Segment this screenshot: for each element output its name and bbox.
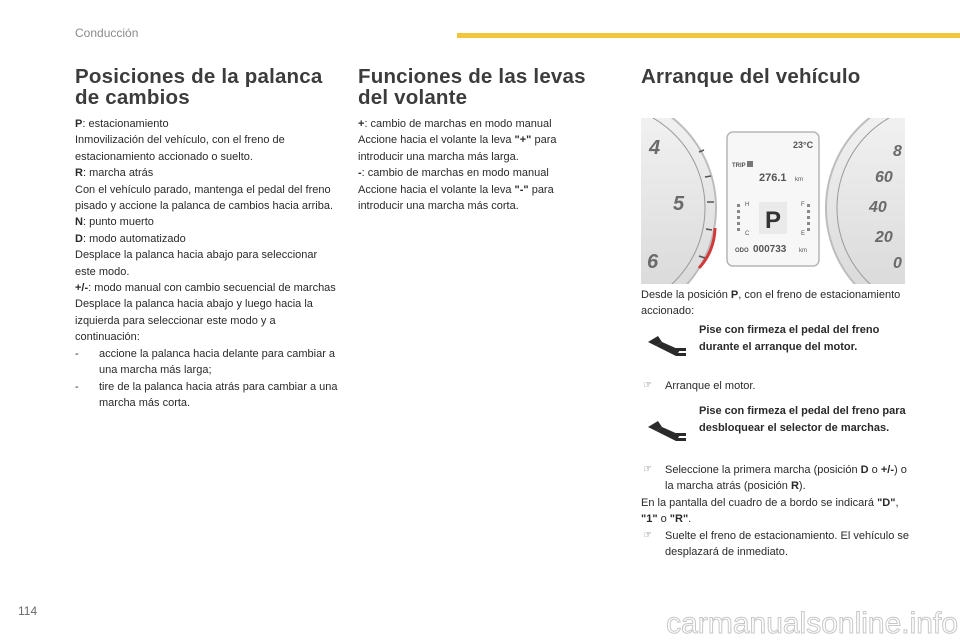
brake-pedal-icon [646, 334, 688, 360]
odo-value: 000733 [753, 244, 787, 255]
col1-item: Desplace la palanca hacia abajo para seleccionar este modo. [75, 249, 318, 278]
odo-unit: km [799, 248, 807, 254]
col1-body [75, 116, 340, 411]
col2-minus-desc: Accione hacia el volante la leva "-" para introducir una marcha más corta. [358, 183, 554, 213]
col1-item: Desplace la palanca hacia abajo y luego hacia la izquierda para seleccionar este modo y a continuación: [75, 298, 313, 344]
col1-item: P: estacionamiento [75, 118, 169, 130]
pedal-note-1 [641, 322, 911, 358]
col1-item: N: punto muerto [75, 216, 154, 229]
speed-tick-label: 8 [893, 143, 902, 160]
rpm-tick-label: 5 [673, 193, 685, 215]
section-title: Conducción [75, 26, 139, 40]
col3-title: Arranque del vehículo [641, 65, 861, 88]
speed-tick-label: 20 [875, 229, 893, 246]
fuel-e-label: E [801, 231, 806, 237]
speed-tick-label: 0 [893, 255, 902, 272]
col1-item: +/-: modo manual con cambio secuencial de marchas [75, 282, 336, 295]
instrument-cluster-illustration [641, 118, 905, 284]
trip-label: TRIP [732, 163, 746, 169]
col1-dash-item: - tire de la palanca hacia atrás para cambiar a una marcha más corta. [75, 380, 338, 409]
col2-title: Funciones de las levas del volante [358, 65, 586, 109]
col1-item: R: marcha atrás [75, 167, 154, 180]
col3-display-note: En la pantalla del cuadro de a bordo se indicará "D", "1" o "R". [641, 496, 899, 526]
col3-intro: Desde la posición P, con el freno de estacionamiento accionado: [641, 289, 901, 318]
col3-bullet-2: ☞ Seleccione la primera marcha (posición D o +/-) o la marcha atrás (posición R). [643, 464, 907, 493]
pedal-note-2 [641, 403, 911, 455]
speed-tick-label: 40 [869, 199, 887, 216]
col1-item: Inmovilización del vehículo, con el freno de estacionamiento accionado o suelto. [75, 134, 285, 163]
col2-body [358, 116, 593, 214]
trip-value: 276.1 [759, 172, 787, 184]
col1-item: D: modo automatizado [75, 232, 186, 245]
watermark-text: carmanualsonline.info [666, 607, 958, 640]
gear-indicator: P [765, 207, 782, 234]
col2-minus: -: cambio de marchas en modo manual [358, 167, 549, 180]
rpm-tick-label: 6 [647, 251, 659, 273]
col2-plus: +: cambio de marchas en modo manual [358, 118, 552, 130]
speed-tick-label: 60 [875, 169, 893, 186]
temp-h-label: H [745, 202, 750, 208]
col1-item: Con el vehículo parado, mantenga el pedal del freno pisado y accione la palanca de cambios hacia arriba. [75, 183, 334, 213]
fuel-f-label: F [801, 202, 805, 208]
col1-title: Posiciones de la palanca de cambios [75, 65, 323, 109]
col3-steps [641, 462, 916, 560]
rpm-tick-label: 4 [649, 137, 661, 159]
header-accent-bar [457, 33, 960, 38]
col3-bullet-3: ☞ Suelte el freno de estacionamiento. El vehículo se desplazará de inmediato. [643, 529, 909, 559]
watermark [560, 601, 960, 640]
temp-c-label: C [745, 231, 750, 237]
col2-plus-desc: Accione hacia el volante la leva "+" para introducir una marcha más larga. [358, 134, 557, 163]
odo-label: ODO [735, 248, 749, 254]
trip-unit: km [795, 177, 803, 183]
temperature-readout: 23°C [793, 140, 814, 150]
col1-dash-item: - accione la palanca hacia delante para cambiar a una marcha más larga; [75, 347, 336, 377]
pedal-note-2-text: Pise con firmeza el pedal del freno para desbloquear el selector de marchas. [699, 405, 906, 434]
pedal-note-1-text: Pise con firmeza el pedal del freno durante el arranque del motor. [699, 324, 880, 353]
col3-bullet-1: ☞ Arranque el motor. [643, 380, 756, 392]
page-number: 114 [18, 604, 38, 618]
brake-pedal-icon [646, 419, 688, 445]
